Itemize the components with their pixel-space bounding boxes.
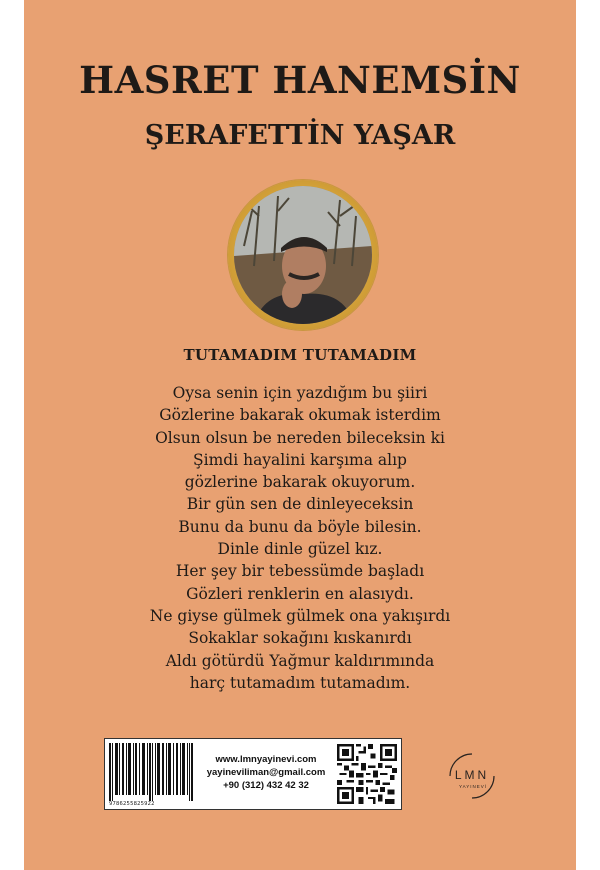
publisher-contact: [197, 753, 335, 792]
poem-line: Oysa senin için yazdığım bu şiiri: [172, 384, 428, 402]
author-name: ŞERAFETTİN YAŞAR: [144, 120, 456, 151]
email-address: yayineviliman@gmail.com: [206, 767, 326, 778]
poem-line: Her şey bir tebessümde başladı: [175, 562, 425, 581]
poem-line: Ne giyse gülmek gülmek ona yakışırdı: [149, 606, 451, 625]
publisher-logo: [440, 744, 504, 808]
author-portrait-frame: [228, 180, 378, 330]
poem-line: Dinle dinle güzel kız.: [217, 540, 383, 559]
barcode-panel: [104, 738, 402, 810]
poem-line: Aldı götürdü Yağmur kaldırımında: [165, 651, 435, 670]
poem-line: harç tutamadım tutamadım.: [189, 673, 411, 692]
poem-line: Gözleri renklerin en alasıydı.: [186, 584, 414, 603]
poem-line: Gözlerine bakarak okumak isterdim: [159, 406, 441, 425]
poem-line: Bunu da bunu da böyle bilesin.: [178, 517, 422, 536]
poem-line: Şimdi hayalini karşıma alıp: [193, 450, 407, 469]
poem-title: TUTAMADIM TUTAMADIM: [183, 346, 417, 364]
qr-code-icon: [337, 744, 397, 804]
poem-line: Sokaklar sokağını kıskanırdı: [188, 629, 412, 648]
logo-letters: LMN: [454, 768, 490, 782]
website-link: www.lmnyayinevi.com: [215, 754, 317, 765]
barcode-icon: [109, 743, 193, 801]
author-portrait: [234, 186, 372, 324]
poem-text: [24, 382, 576, 694]
logo-subtitle: YAYINEVİ: [458, 784, 488, 789]
phone-number: +90 (312) 432 42 32: [223, 780, 309, 791]
poem-line: Bir gün sen de dinleyeceksin: [186, 495, 414, 514]
poem-line: gözlerine bakarak okuyorum.: [184, 473, 416, 492]
back-cover: [24, 0, 576, 870]
isbn-number: 9786255825922: [109, 801, 155, 807]
book-title: HASRET HANEMSİN: [79, 58, 521, 102]
poem-line: Olsun olsun be nereden bileceksin ki: [155, 428, 445, 447]
